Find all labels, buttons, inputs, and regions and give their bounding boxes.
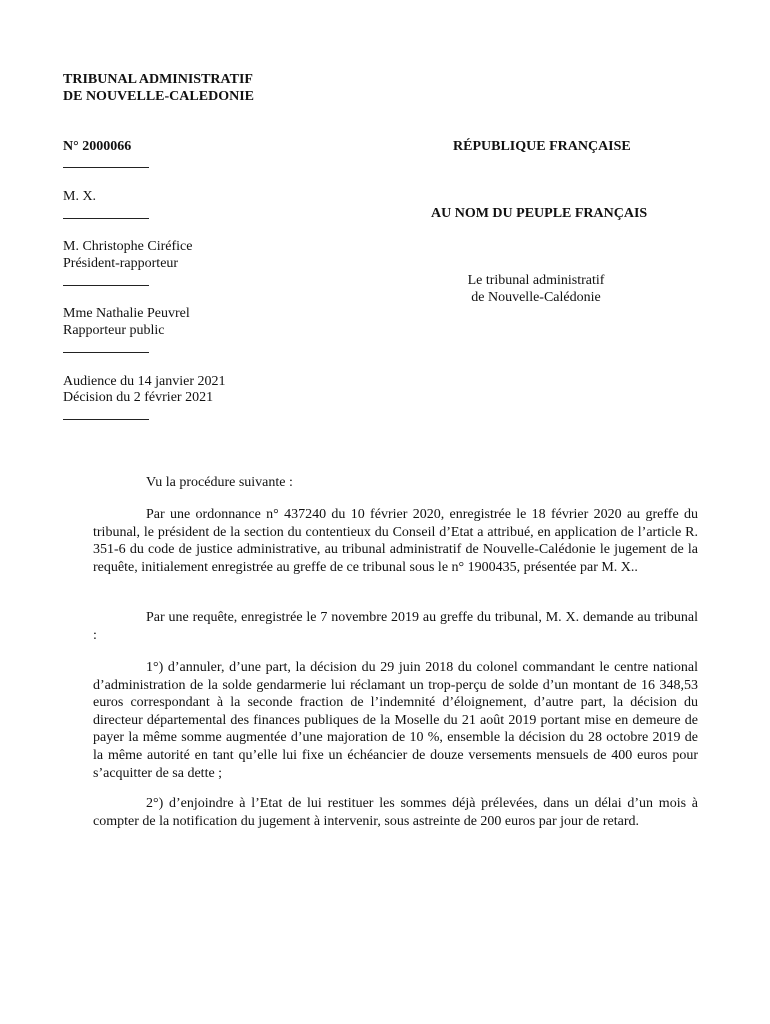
rapporteur-role: Rapporteur public bbox=[63, 323, 165, 338]
paragraph-conclusion-2: 2°) d’enjoindre à l’Etat de lui restituer les sommes déjà prélevées, dans un délai d’un mois à compter de la notification du jugement à intervenir, sous astreinte de 200 euros par jour de retard. bbox=[93, 796, 698, 829]
tribunal-line2: de Nouvelle-Calédonie bbox=[471, 290, 601, 305]
rapporteur-name: Mme Nathalie Peuvrel bbox=[63, 306, 190, 321]
separator-line bbox=[63, 285, 149, 286]
separator-line bbox=[63, 419, 149, 420]
president-role: Président-rapporteur bbox=[63, 256, 179, 271]
hearing-date: Audience du 14 janvier 2021 bbox=[63, 374, 226, 389]
separator-line bbox=[63, 167, 149, 168]
party-name: M. X. bbox=[63, 189, 97, 204]
separator-line bbox=[63, 352, 149, 353]
separator-line bbox=[63, 218, 149, 219]
court-name-line2: DE NOUVELLE-CALEDONIE bbox=[63, 89, 254, 104]
paragraph-requete: Par une requête, enregistrée le 7 novembre 2019 au greffe du tribunal, M. X. demande au tribunal : bbox=[93, 610, 698, 643]
people-heading: AU NOM DU PEUPLE FRANÇAIS bbox=[431, 206, 648, 221]
paragraph-conclusion-1: 1°) d’annuler, d’une part, la décision du 29 juin 2018 du colonel commandant le centre national d’administration de la solde gendarmerie lui réclamant un trop-perçu de solde d’un montant de 16 348,53 euros correspondant à la seconde fraction de l’indemnité d’éloignement, d’autre part, la décision du directeur départemental des finances publiques de la Moselle du 21 août 2019 portant mise en demeure de payer la même somme augmentée d’une majoration de 10 %, ensemble la décision du 28 octobre 2019 de la même autorité en tant qu’elle lui fixe un échéancier de douze versements mensuels de 400 euros pour s’acquitter de sa dette ; bbox=[93, 660, 698, 781]
procedure-intro: Vu la procédure suivante : bbox=[146, 475, 293, 490]
president-name: M. Christophe Ciréfice bbox=[63, 239, 193, 254]
paragraph-ordonnance: Par une ordonnance n° 437240 du 10 février 2020, enregistrée le 18 février 2020 au greffe du tribunal, le président de la section du contentieux du Conseil d’Etat a attribué, en application de l’article R. 351-6 du code de justice administrative, au tribunal administratif de Nouvelle-Calédonie le jugement de la requête, initialement enregistrée au greffe de ce tribunal sous le n° 1900435, présentée par M. X.. bbox=[93, 507, 698, 575]
case-number: N° 2000066 bbox=[63, 139, 132, 154]
court-name-line1: TRIBUNAL ADMINISTRATIF bbox=[63, 72, 253, 87]
decision-date: Décision du 2 février 2021 bbox=[63, 390, 214, 405]
republic-heading: RÉPUBLIQUE FRANÇAISE bbox=[453, 139, 631, 154]
tribunal-line1: Le tribunal administratif bbox=[467, 273, 605, 288]
